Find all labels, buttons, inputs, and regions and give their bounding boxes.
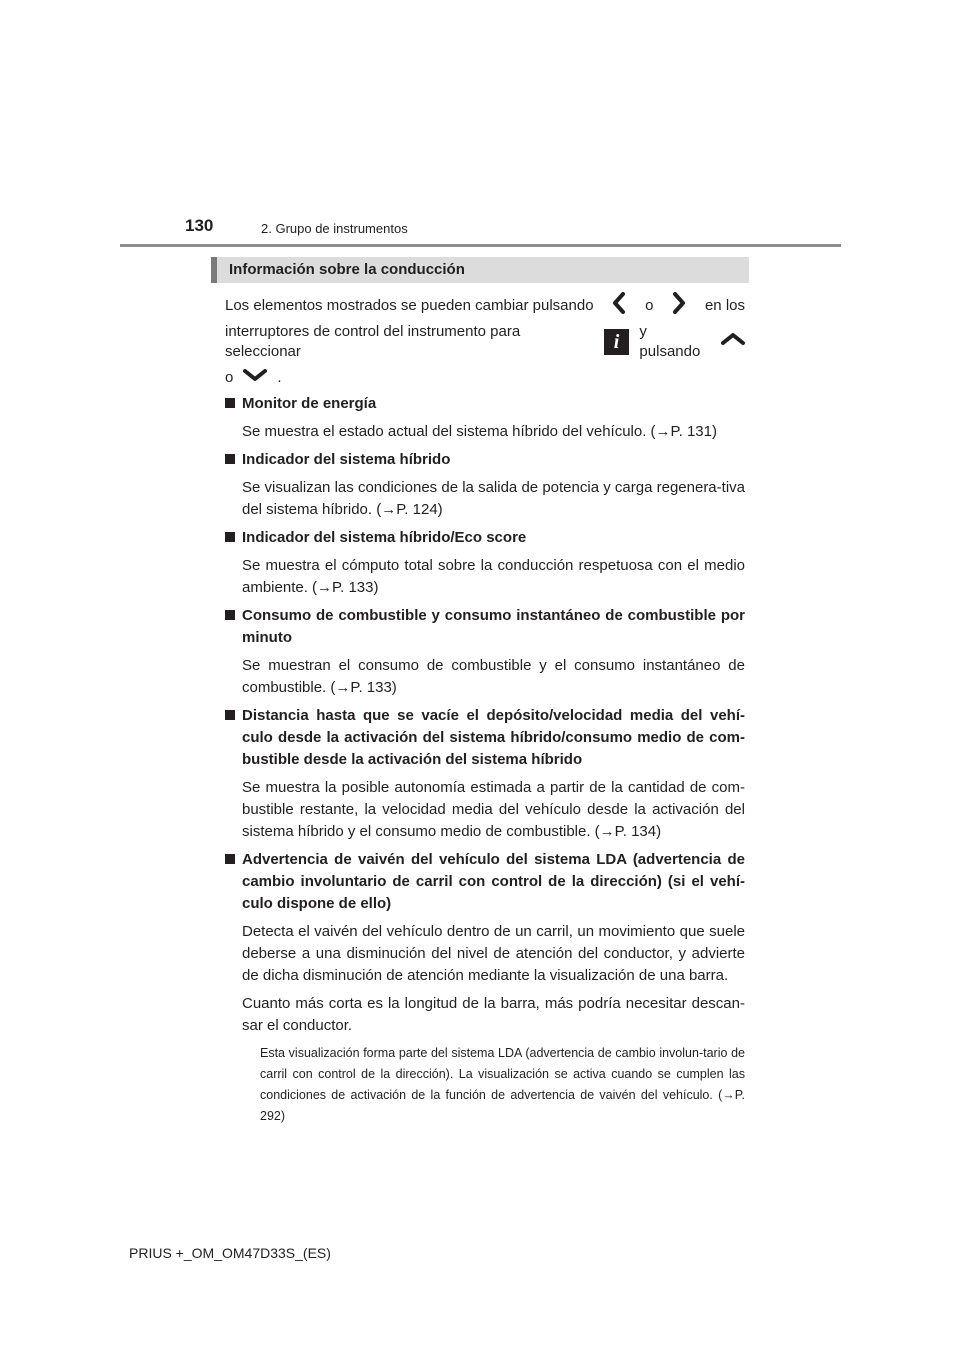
list-item [225,393,745,443]
square-bullet-icon [225,710,235,720]
item-description: Detecta el vaivén del vehículo dentro de un carril, un movimiento que suele deberse a una disminución del nivel de atención del conductor, y advierte de dicha disminución de atención mediante la visualización de una barra. [242,923,745,984]
intro-line-3 [225,364,745,392]
square-bullet-icon [225,398,235,408]
intro-paragraph [225,292,745,392]
square-bullet-icon [225,854,235,864]
item-title: Monitor de energía [225,393,745,415]
intro-text-6: . [277,369,282,386]
chevron-right-icon [672,292,686,320]
document-code: PRIUS +_OM_OM47D33S_(ES) [129,1245,331,1261]
intro-text-5: o [225,369,234,386]
intro-text-2: en los [704,297,745,314]
item-description: Se muestra el cómputo total sobre la conducción respetuosa con el medio ambiente. (→P. 133) [242,557,745,596]
section-title: Información sobre la conducción [229,261,465,278]
item-note: Esta visualización forma parte del sistema LDA (advertencia de cambio involun-tario de carril con control de la dirección). La visualización se activa cuando se cumplen las condiciones de activación de la función de advertencia de vaivén del vehículo. (→P. 292) [260,1046,745,1123]
chapter-title: 2. Grupo de instrumentos [261,221,408,236]
intro-text-1: Los elementos mostrados se pueden cambiar pulsando [225,297,594,314]
list-item [225,527,745,599]
chevron-up-icon [721,332,745,352]
item-title: Distancia hasta que se vacíe el depósito/velocidad media del vehí-culo desde la activación del sistema híbrido/consumo medio de com-bustible desde la activación del sistema híbrido [225,705,745,771]
intro-text-4: y pulsando [639,323,701,360]
item-description: Se muestran el consumo de combustible y el consumo instantáneo de combustible. (→P. 133) [242,657,745,696]
list-item [225,449,745,521]
chevron-left-icon [612,292,626,320]
list-item [225,849,745,1127]
square-bullet-icon [225,532,235,542]
item-title: Indicador del sistema híbrido [225,449,745,471]
intro-or-word: o [645,297,654,314]
header-rule [120,244,841,247]
item-description: Se muestra la posible autonomía estimada a partir de la cantidad de com-bustible restante, la velocidad media del vehículo desde la activación del sistema híbrido y el consumo medio de combustible. (→P. 134) [242,779,745,840]
item-description: Se visualizan las condiciones de la salida de potencia y carga regenera-tiva del sistema híbrido. (→P. 124) [242,479,745,518]
intro-line-2 [225,320,745,364]
chevron-down-icon [243,368,267,388]
square-bullet-icon [225,454,235,464]
item-list [225,393,745,1131]
item-title: Indicador del sistema híbrido/Eco score [225,527,745,549]
info-icon: i [604,329,630,355]
page-number: 130 [185,216,214,235]
item-title: Consumo de combustible y consumo instantáneo de combustible por minuto [225,605,745,649]
item-title: Advertencia de vaivén del vehículo del sistema LDA (advertencia de cambio involuntario de carril con control de la dirección) (si el vehí-culo dispone de ello) [225,849,745,915]
item-description-2: Cuanto más corta es la longitud de la barra, más podría necesitar descan-sar el conductor. [242,995,745,1034]
list-item [225,705,745,843]
list-item [225,605,745,699]
section-heading-bar [211,257,749,283]
intro-line-1 [225,292,745,320]
intro-text-3: interruptores de control del instrumento para seleccionar [225,323,521,360]
square-bullet-icon [225,610,235,620]
item-description: Se muestra el estado actual del sistema híbrido del vehículo. (→P. 131) [242,423,717,440]
